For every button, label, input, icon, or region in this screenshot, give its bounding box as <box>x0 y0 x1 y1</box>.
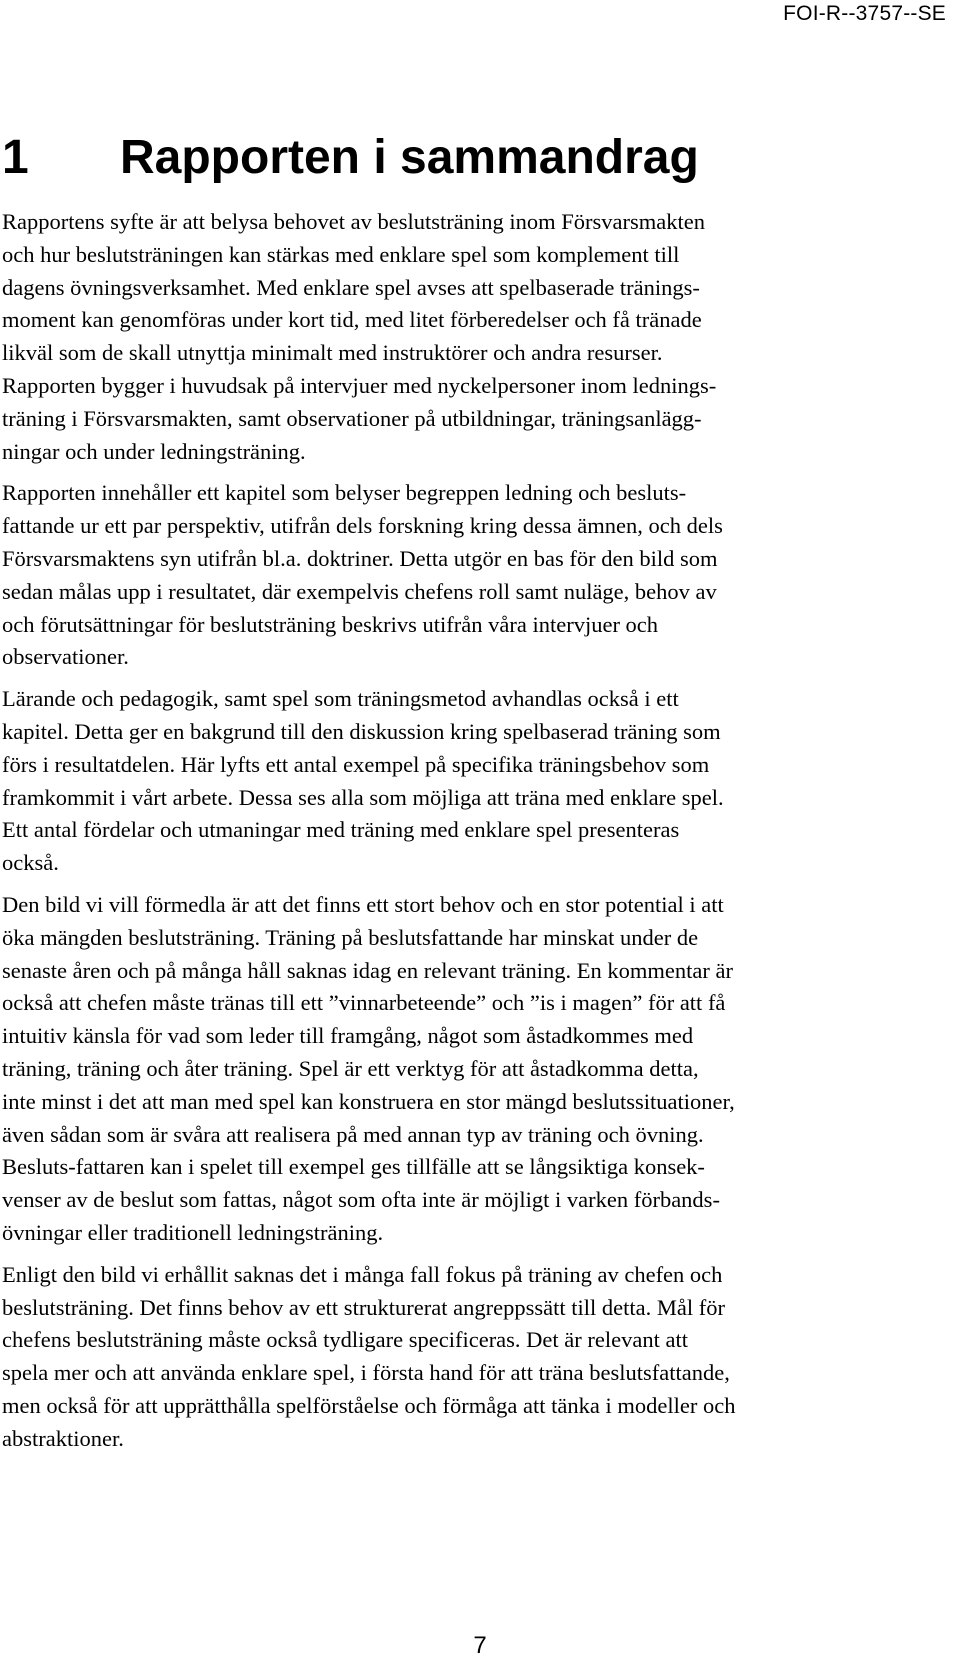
text-line: moment kan genomföras under kort tid, med litet förberedelser och få tränade <box>2 307 702 333</box>
text-line: abstraktioner. <box>2 1425 124 1451</box>
text-line: ningar och under ledningsträning. <box>2 438 306 464</box>
text-line: senaste åren och på många håll saknas idag en relevant träning. En kommentar är <box>2 957 733 983</box>
summary-body <box>2 206 952 1464</box>
text-line: spela mer och att använda enklare spel, i första hand för att träna beslutsfattande, <box>2 1360 730 1386</box>
text-line: Rapporten innehåller ett kapitel som belyser begreppen ledning och besluts- <box>2 480 687 506</box>
chapter-title: Rapporten i sammandrag <box>120 131 699 184</box>
text-line: Rapporten bygger i huvudsak på intervjuer med nyckelpersoner inom lednings- <box>2 372 717 398</box>
summary-paragraph-2 <box>2 477 952 674</box>
summary-paragraph-3 <box>2 683 952 880</box>
summary-paragraph-1 <box>2 206 952 468</box>
text-line: träning, träning och åter träning. Spel är ett verktyg för att åstadkomma detta, <box>2 1055 699 1081</box>
text-line: övningar eller traditionell ledningsträning. <box>2 1219 384 1245</box>
text-line: också att chefen måste tränas till ett ”vinnarbeteende” och ”is i magen” för att få <box>2 990 726 1016</box>
report-id-header: FOI-R--3757--SE <box>783 2 946 25</box>
text-line: och förutsättningar för beslutsträning beskrivs utifrån våra intervjuer och <box>2 611 659 637</box>
text-line: förs i resultatdelen. Här lyfts ett antal exempel på specifika träningsbehov som <box>2 751 710 777</box>
text-line: inte minst i det att man med spel kan konstruera en stor mängd beslutssituationer, <box>2 1088 735 1114</box>
chapter-number: 1 <box>2 131 29 184</box>
text-line: öka mängden beslutsträning. Träning på beslutsfattande har minskat under de <box>2 924 699 950</box>
text-line: Ett antal fördelar och utmaningar med träning med enklare spel presenteras <box>2 817 680 843</box>
text-line: framkommit i vårt arbete. Dessa ses alla som möjliga att träna med enklare spel. <box>2 784 724 810</box>
text-line: sedan målas upp i resultatet, där exempelvis chefens roll samt nuläge, behov av <box>2 578 717 604</box>
text-line: Försvarsmaktens syn utifrån bl.a. doktriner. Detta utgör en bas för den bild som <box>2 545 718 571</box>
text-line: också. <box>2 850 59 876</box>
text-line: fattande ur ett par perspektiv, utifrån dels forskning kring dessa ämnen, och dels <box>2 513 723 539</box>
text-line: Rapportens syfte är att belysa behovet av beslutsträning inom Försvarsmakten <box>2 209 705 234</box>
text-line: och hur beslutsträningen kan stärkas med enklare spel som komplement till <box>2 241 680 267</box>
page-number: 7 <box>473 1632 487 1659</box>
text-line: Besluts-fattaren kan i spelet till exempel ges tillfälle att se långsiktiga konsek- <box>2 1154 705 1180</box>
text-line: men också för att upprätthålla spelförståelse och förmåga att tänka i modeller och <box>2 1392 736 1418</box>
text-line: Enligt den bild vi erhållit saknas det i många fall fokus på träning av chefen och <box>2 1261 723 1287</box>
text-line: beslutsträning. Det finns behov av ett strukturerat angreppssätt till detta. Mål för <box>2 1294 725 1320</box>
chapter-heading <box>2 128 699 188</box>
summary-paragraph-4 <box>2 889 952 1250</box>
text-line: intuitiv känsla för vad som leder till framgång, något som åstadkommes med <box>2 1023 694 1049</box>
text-line: Lärande och pedagogik, samt spel som träningsmetod avhandlas också i ett <box>2 686 679 712</box>
text-line: även sådan som är svåra att realisera på med annan typ av träning och övning. <box>2 1121 704 1147</box>
text-line: Den bild vi vill förmedla är att det finns ett stort behov och en stor potential i att <box>2 891 724 917</box>
text-line: likväl som de skall utnyttja minimalt med instruktörer och andra resurser. <box>2 340 663 366</box>
text-line: kapitel. Detta ger en bakgrund till den diskussion kring spelbaserad träning som <box>2 718 721 744</box>
text-line: observationer. <box>2 644 129 670</box>
text-line: chefens beslutsträning måste också tydligare specificeras. Det är relevant att <box>2 1327 688 1353</box>
text-line: träning i Försvarsmakten, samt observationer på utbildningar, träningsanlägg- <box>2 405 702 431</box>
summary-paragraph-5 <box>2 1259 952 1456</box>
text-line: venser av de beslut som fattas, något som ofta inte är möjligt i varken förbands- <box>2 1187 720 1213</box>
text-line: dagens övningsverksamhet. Med enklare spel avses att spelbaserade tränings- <box>2 274 700 300</box>
